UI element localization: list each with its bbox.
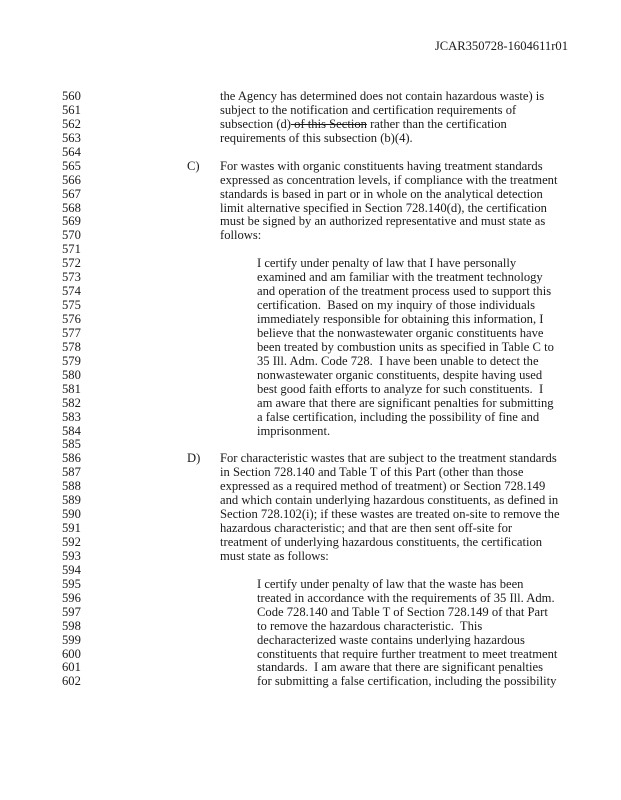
document-line <box>0 661 621 675</box>
document-line <box>0 592 621 606</box>
text-segment: For wastes with organic constituents having treatment standards <box>220 158 543 173</box>
certification-quote-text <box>257 675 556 689</box>
line-text <box>220 202 547 216</box>
document-line <box>0 452 621 466</box>
text-segment: examined and am familiar with the treatment technology <box>257 270 543 285</box>
line-number: 600 <box>62 646 81 661</box>
document-line <box>0 90 621 104</box>
document-body <box>0 90 621 689</box>
certification-quote-text <box>257 592 555 606</box>
document-line <box>0 480 621 494</box>
text-segment: for submitting a false certification, including the possibility <box>257 674 557 689</box>
document-line <box>0 536 621 550</box>
text-segment: and which contain underlying hazardous constituents, as defined in <box>220 493 559 508</box>
line-number: 560 <box>62 89 81 103</box>
certification-quote-text <box>257 327 544 341</box>
line-number: 585 <box>62 437 81 452</box>
subsection-label: D) <box>187 451 201 466</box>
line-number: 568 <box>62 200 81 215</box>
subsection-label: C) <box>187 158 200 173</box>
document-line <box>0 397 621 411</box>
line-text <box>220 452 557 466</box>
certification-quote-text <box>257 299 535 313</box>
line-number: 570 <box>62 228 81 243</box>
text-segment: I certify under penalty of law that the waste has been <box>257 576 524 591</box>
line-text <box>220 536 542 550</box>
line-text <box>220 188 543 202</box>
document-line <box>0 299 621 313</box>
text-segment: For characteristic wastes that are subject to the treatment standards <box>220 451 557 466</box>
document-line <box>0 508 621 522</box>
certification-quote-text <box>257 285 551 299</box>
certification-quote-text <box>257 397 554 411</box>
document-line <box>0 188 621 202</box>
text-segment: nonwastewater organic constituents, despite having used <box>257 367 543 382</box>
text-segment: rather than the certification <box>366 116 507 131</box>
line-text <box>220 480 545 494</box>
text-segment: subject to the notification and certification requirements of <box>220 102 517 117</box>
line-number: 582 <box>62 395 81 410</box>
line-number: 592 <box>62 535 81 549</box>
text-segment: the Agency has determined does not contain hazardous waste) is <box>220 89 545 103</box>
line-number: 563 <box>62 130 81 145</box>
line-number: 593 <box>62 548 81 563</box>
text-segment: constituents that require further treatment to meet treatment <box>257 646 558 661</box>
line-number: 591 <box>62 521 81 536</box>
line-number: 601 <box>62 660 81 675</box>
line-number: 567 <box>62 186 81 201</box>
line-number: 569 <box>62 214 81 229</box>
document-line <box>0 285 621 299</box>
line-number: 583 <box>62 409 81 424</box>
document-line <box>0 118 621 132</box>
certification-quote-text <box>257 313 543 327</box>
text-segment: must be signed by an authorized representative and must state as <box>220 214 546 229</box>
text-segment: subsection (d) <box>220 116 291 131</box>
document-line <box>0 271 621 285</box>
document-line <box>0 243 621 257</box>
document-line <box>0 466 621 480</box>
document-line <box>0 327 621 341</box>
text-segment: imprisonment. <box>257 423 331 438</box>
document-line <box>0 383 621 397</box>
text-segment: limit alternative specified in Section 728.140(d), the certification <box>220 200 547 215</box>
document-line <box>0 522 621 536</box>
document-line <box>0 425 621 439</box>
line-text <box>220 550 329 564</box>
text-segment: in Section 728.140 and Table T of this Part (other than those <box>220 465 524 480</box>
document-line <box>0 634 621 648</box>
text-segment: expressed as concentration levels, if compliance with the treatment <box>220 172 558 187</box>
line-number: 574 <box>62 284 81 299</box>
line-number: 564 <box>62 144 81 159</box>
line-number: 566 <box>62 172 81 187</box>
document-line <box>0 257 621 271</box>
line-text <box>220 132 413 146</box>
line-number: 594 <box>62 562 81 577</box>
text-segment: I certify under penalty of law that I have personally <box>257 256 517 271</box>
document-line <box>0 132 621 146</box>
text-segment: requirements of this subsection (b)(4). <box>220 130 413 145</box>
document-line <box>0 438 621 452</box>
certification-quote-text <box>257 578 523 592</box>
certification-quote-text <box>257 648 557 662</box>
line-number: 602 <box>62 674 81 689</box>
line-number: 572 <box>62 256 81 271</box>
line-number: 588 <box>62 479 81 494</box>
document-id-header: JCAR350728-1604611r01 <box>434 39 568 53</box>
line-number: 579 <box>62 353 81 368</box>
text-segment: immediately responsible for obtaining this information, I <box>257 312 544 326</box>
line-text <box>220 522 512 536</box>
text-segment: Section 728.102(i); if these wastes are treated on-site to remove the <box>220 507 560 522</box>
line-number: 565 <box>62 158 81 173</box>
text-segment: a false certification, including the possibility of fine and <box>257 409 540 424</box>
text-segment: hazardous characteristic; and that are then sent off-site for <box>220 521 513 536</box>
certification-quote-text <box>257 271 543 285</box>
text-segment: treatment of underlying hazardous constituents, the certification <box>220 535 543 549</box>
text-segment: standards. I am aware that there are significant penalties <box>257 660 544 675</box>
text-segment: must state as follows: <box>220 548 329 563</box>
document-line <box>0 675 621 689</box>
text-segment: to remove the hazardous characteristic. This <box>257 618 483 633</box>
line-text <box>220 494 558 508</box>
line-number: 562 <box>62 116 81 131</box>
text-segment: expressed as a required method of treatment) or Section 728.149 <box>220 479 546 494</box>
line-text <box>220 118 507 132</box>
document-line <box>0 494 621 508</box>
line-number: 596 <box>62 590 81 605</box>
line-number: 576 <box>62 312 81 326</box>
text-segment: been treated by combustion units as specified in Table C to <box>257 339 554 354</box>
text-segment: decharacterized waste contains underlying hazardous <box>257 632 525 647</box>
document-line <box>0 620 621 634</box>
certification-quote-text <box>257 383 543 397</box>
document-line <box>0 578 621 592</box>
document-line <box>0 174 621 188</box>
document-line <box>0 355 621 369</box>
text-segment: and operation of the treatment process used to support this <box>257 284 552 299</box>
line-number: 590 <box>62 507 81 522</box>
line-number: 580 <box>62 367 81 382</box>
line-number: 587 <box>62 465 81 480</box>
certification-quote-text <box>257 355 539 369</box>
line-number: 581 <box>62 381 81 396</box>
text-segment: am aware that there are significant penalties for submitting <box>257 395 554 410</box>
text-segment: believe that the nonwastewater organic constituents have <box>257 325 544 340</box>
certification-quote-text <box>257 257 516 271</box>
line-number: 577 <box>62 325 81 340</box>
line-text <box>220 229 261 243</box>
line-number: 561 <box>62 102 81 117</box>
line-number: 575 <box>62 298 81 313</box>
text-segment: follows: <box>220 228 262 243</box>
line-text <box>220 90 544 104</box>
document-line <box>0 564 621 578</box>
certification-quote-text <box>257 369 542 383</box>
line-text <box>220 160 543 174</box>
document-line <box>0 369 621 383</box>
line-number: 597 <box>62 604 81 619</box>
document-line <box>0 341 621 355</box>
document-line <box>0 215 621 229</box>
document-line <box>0 313 621 327</box>
certification-quote-text <box>257 606 548 620</box>
line-text <box>220 104 516 118</box>
document-line <box>0 411 621 425</box>
certification-quote-text <box>257 341 554 355</box>
line-number: 595 <box>62 576 81 591</box>
text-segment: best good faith efforts to analyze for such constituents. I <box>257 381 544 396</box>
line-number: 573 <box>62 270 81 285</box>
text-segment: certification. Based on my inquiry of those individuals <box>257 298 536 313</box>
document-line <box>0 550 621 564</box>
document-line <box>0 202 621 216</box>
text-segment: standards is based in part or in whole on the analytical detection <box>220 186 543 201</box>
document-line <box>0 648 621 662</box>
line-number: 599 <box>62 632 81 647</box>
text-segment: 35 Ill. Adm. Code 728. I have been unable to detect the <box>257 353 539 368</box>
line-number: 578 <box>62 339 81 354</box>
line-text <box>220 466 523 480</box>
certification-quote-text <box>257 411 539 425</box>
line-number: 598 <box>62 618 81 633</box>
line-text <box>220 215 545 229</box>
line-text <box>220 174 557 188</box>
document-line <box>0 229 621 243</box>
text-segment: treated in accordance with the requirements of 35 Ill. Adm. <box>257 590 555 605</box>
text-segment: Code 728.140 and Table T of Section 728.149 of that Part <box>257 604 548 619</box>
certification-quote-text <box>257 634 525 648</box>
document-line <box>0 606 621 620</box>
certification-quote-text <box>257 661 543 675</box>
line-number: 589 <box>62 493 81 508</box>
document-line <box>0 146 621 160</box>
document-line <box>0 104 621 118</box>
deleted-text: of this Section <box>291 116 367 131</box>
line-number: 586 <box>62 451 81 466</box>
line-number: 584 <box>62 423 81 438</box>
line-number: 571 <box>62 242 81 257</box>
certification-quote-text <box>257 620 482 634</box>
document-line <box>0 160 621 174</box>
certification-quote-text <box>257 425 330 439</box>
line-text <box>220 508 560 522</box>
